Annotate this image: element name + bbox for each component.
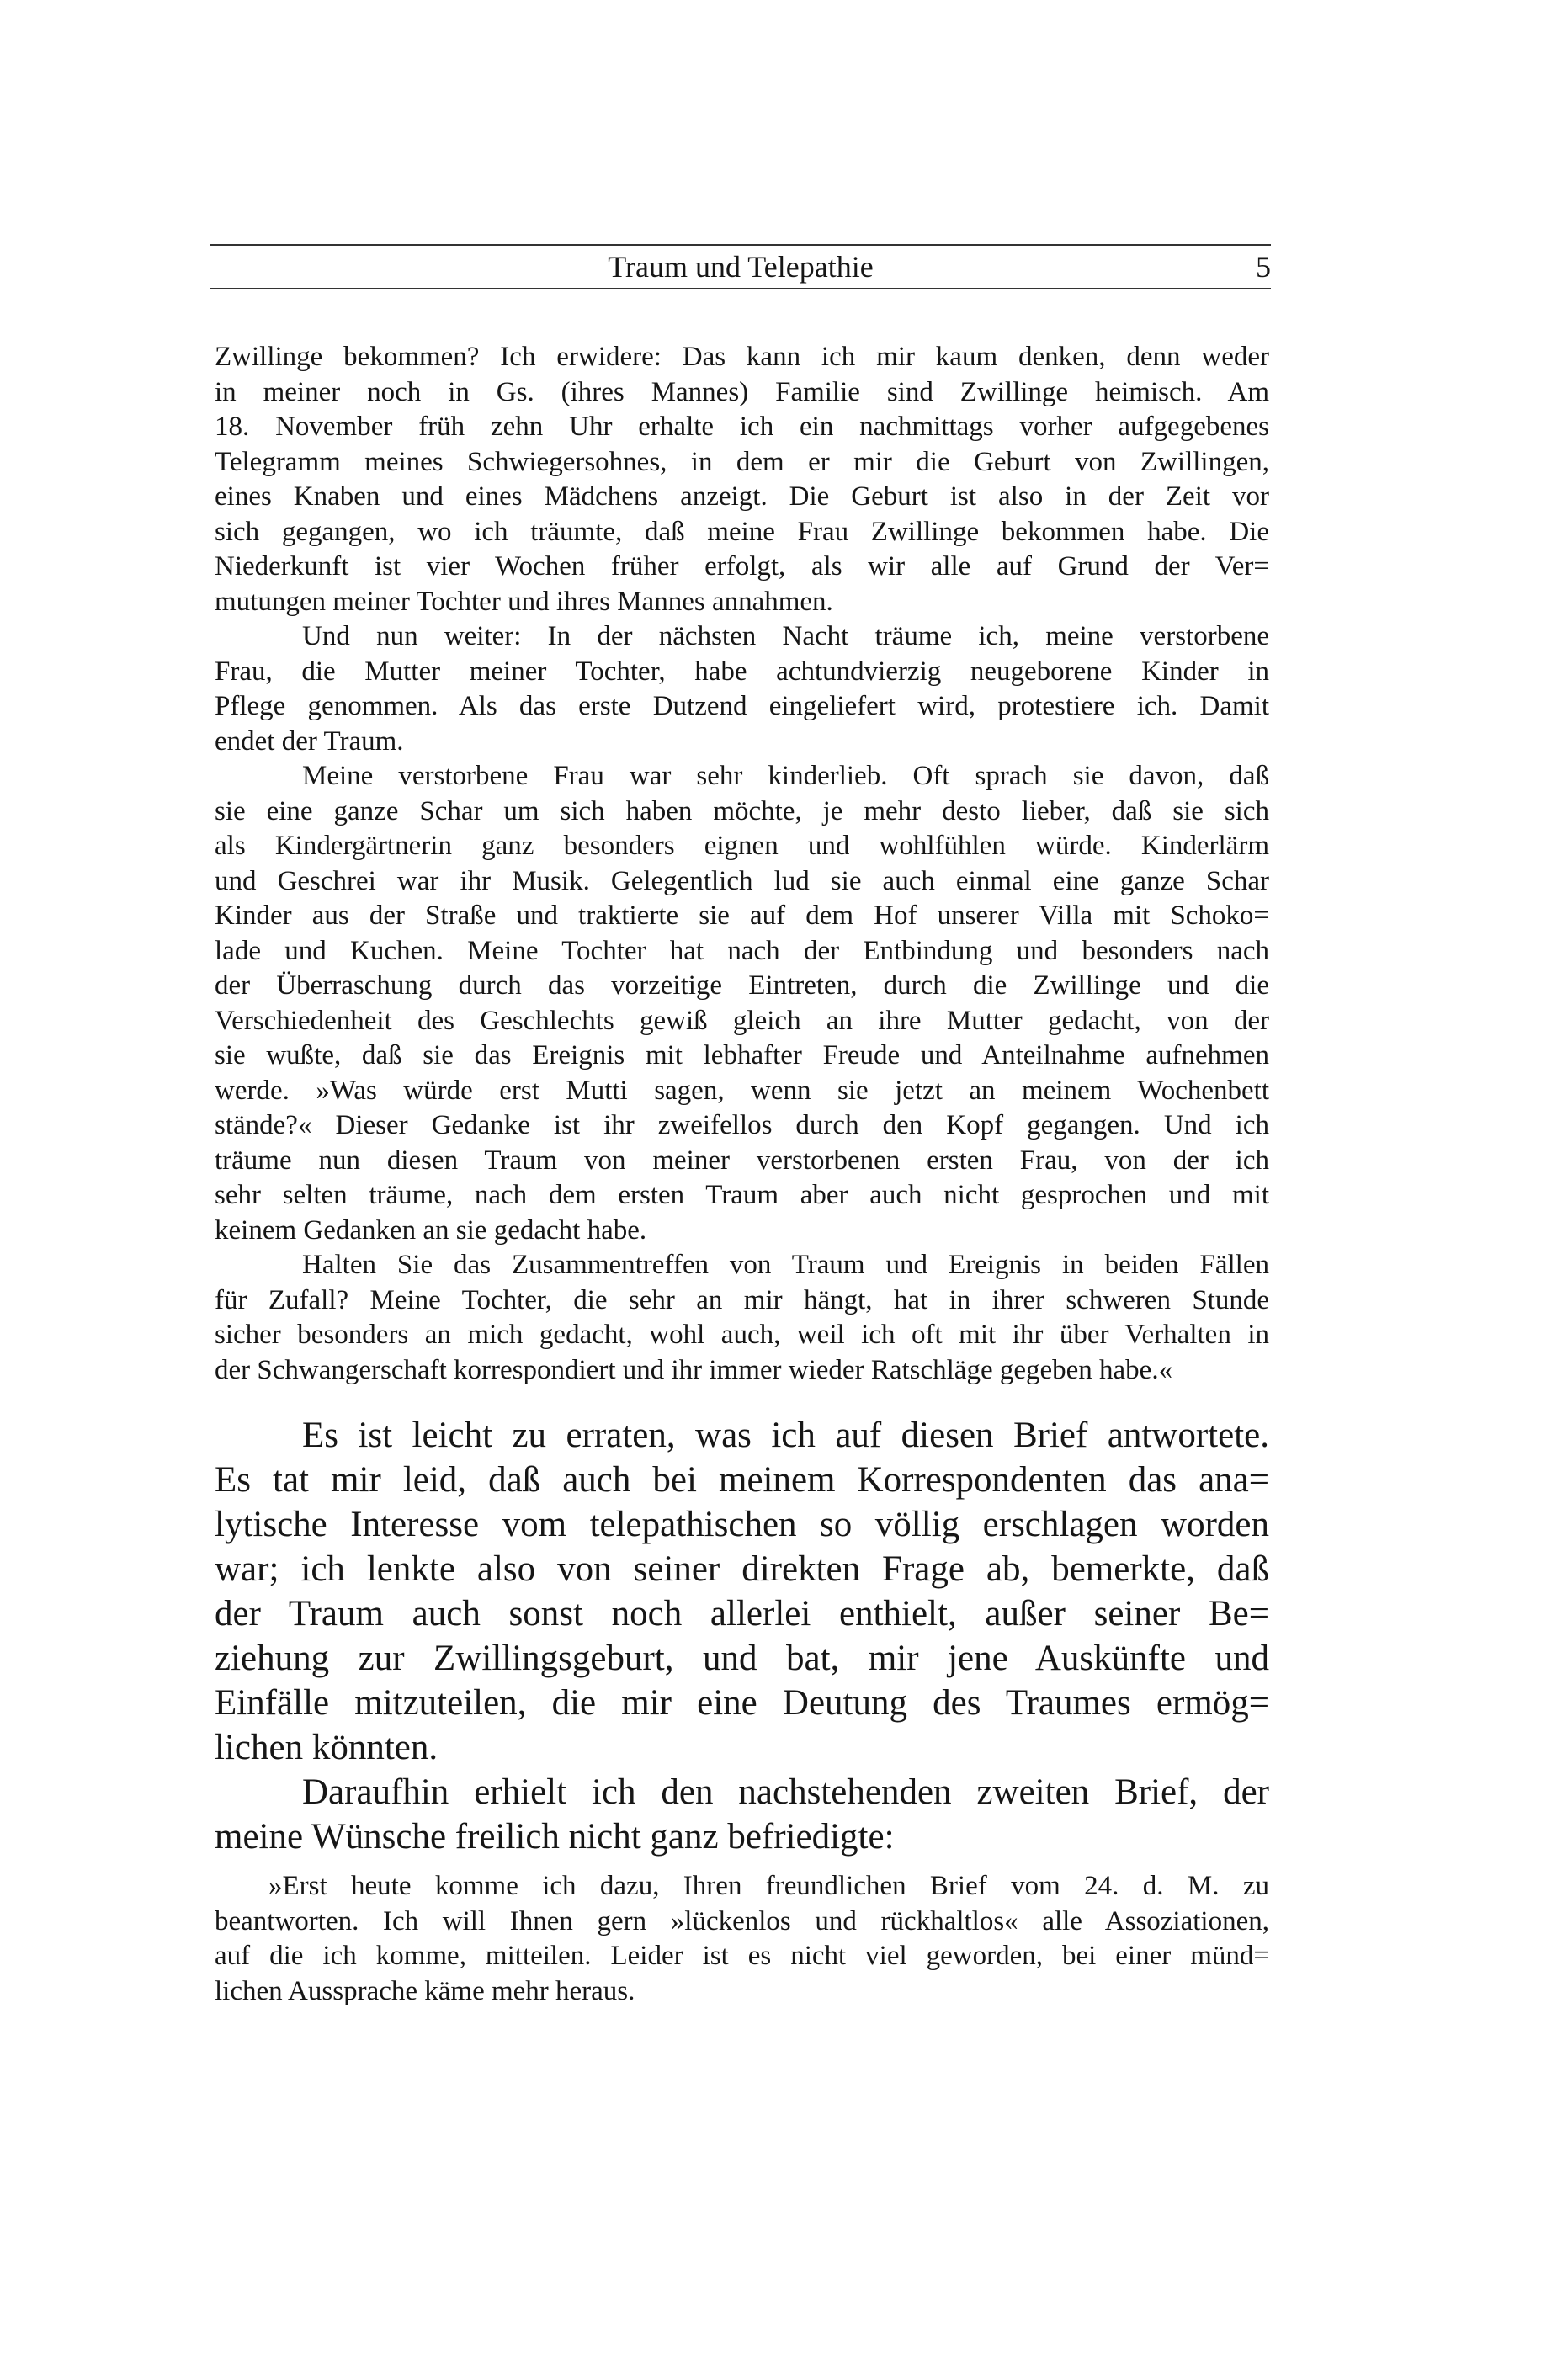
text-line: sie eine ganze Schar um sich haben möchte, je mehr desto lieber, daß sie sich — [215, 795, 1269, 826]
text-line: 18. November früh zehn Uhr erhalte ich ein nachmittags vorher aufgegebenes — [215, 412, 1269, 442]
text-line: meine Wünsche freilich nicht ganz befriedigte: — [215, 1817, 895, 1857]
text-line: lichen Aussprache käme mehr heraus. — [215, 1975, 635, 2006]
paragraph — [215, 340, 1269, 619]
text-line: Kinder aus der Straße und traktierte sie auf dem Hof unserer Villa mit Schoko= — [215, 900, 1269, 931]
paragraph — [215, 1770, 1269, 1859]
text-line: in meiner noch in Gs. (ihres Mannes) Familie sind Zwillinge heimisch. Am — [215, 376, 1269, 407]
text-line: werde. »Was würde erst Mutti sagen, wenn sie jetzt an meinem Wochenbett — [215, 1075, 1269, 1106]
text-line: Pflege genommen. Als das erste Dutzend eingeliefert wird, protestiere ich. Damit — [215, 691, 1269, 721]
text-line: Verschiedenheit des Geschlechts gewiß gleich an ihre Mutter gedacht, von der — [215, 1005, 1269, 1036]
header-rule-top — [210, 244, 1271, 246]
paragraph — [215, 619, 1269, 759]
text-column — [215, 340, 1269, 2009]
text-line: für Zufall? Meine Tochter, die sehr an mir hängt, hat in ihrer schweren Stunde — [215, 1284, 1269, 1315]
text-line: Es ist leicht zu erraten, was ich auf diesen Brief antwortete. — [302, 1416, 1269, 1455]
text-line: lytische Interesse vom telepathischen so völlig erschlagen worden — [215, 1505, 1269, 1544]
text-line: Und nun weiter: In der nächsten Nacht träume ich, meine verstorbene — [302, 621, 1269, 651]
second-letter-quotation — [215, 1869, 1269, 2009]
text-line: endet der Traum. — [215, 725, 404, 757]
text-line: Einfälle mitzuteilen, die mir eine Deutung des Traumes ermög= — [215, 1683, 1269, 1723]
header-rule-bottom — [210, 288, 1271, 289]
paragraph — [215, 1248, 1269, 1388]
text-line: lade und Kuchen. Meine Tochter hat nach der Entbindung und besonders nach — [215, 935, 1269, 966]
text-line: auf die ich komme, mitteilen. Leider ist es nicht viel geworden, bei einer münd= — [215, 1941, 1269, 1971]
text-line: stände?« Dieser Gedanke ist ihr zweifellos durch den Kopf gegangen. Und ich — [215, 1110, 1269, 1140]
text-line: Niederkunft ist vier Wochen früher erfolgt, als wir alle auf Grund der Ver= — [215, 551, 1269, 582]
text-line: sicher besonders an mich gedacht, wohl auch, weil ich oft mit ihr über Verhalten in — [215, 1320, 1269, 1350]
text-line: Frau, die Mutter meiner Tochter, habe achtundvierzig neugeborene Kinder in — [215, 656, 1269, 687]
text-line: »Erst heute komme ich dazu, Ihren freundlichen Brief vom 24. d. M. zu — [268, 1871, 1269, 1901]
letter-quotation — [215, 340, 1269, 1388]
text-line: Telegramm meines Schwiegersohnes, in dem er mir die Geburt von Zwillingen, — [215, 446, 1269, 477]
text-line: der Überraschung durch das vorzeitige Eintreten, durch die Zwillinge und die — [215, 970, 1269, 1001]
text-line: eines Knaben und eines Mädchens anzeigt. Die Geburt ist also in der Zeit vor — [215, 481, 1269, 512]
paragraph — [215, 1413, 1269, 1770]
text-line: Halten Sie das Zusammentreffen von Traum und Ereignis in beiden Fällen — [302, 1250, 1269, 1280]
text-line: beantworten. Ich will Ihnen gern »lückenlos und rückhaltlos« alle Assoziationen, — [215, 1905, 1269, 1936]
paragraph — [215, 759, 1269, 1248]
text-line: der Traum auch sonst noch allerlei enthielt, außer seiner Be= — [215, 1594, 1269, 1634]
text-line: träume nun diesen Traum von meiner verstorbenen ersten Frau, von der ich — [215, 1145, 1269, 1176]
text-line: Meine verstorbene Frau war sehr kinderlieb. Oft sprach sie davon, daß — [302, 761, 1269, 791]
paragraph — [215, 1869, 1269, 2009]
text-line: Daraufhin erhielt ich den nachstehenden zweiten Brief, der — [302, 1772, 1269, 1812]
text-line: war; ich lenkte also von seiner direkten Frage ab, bemerkte, daß — [215, 1549, 1269, 1589]
author-text — [215, 1413, 1269, 1859]
page-number: 5 — [1256, 250, 1271, 284]
text-line: Es tat mir leid, daß auch bei meinem Korrespondenten das ana= — [215, 1460, 1269, 1500]
text-line: Zwillinge bekommen? Ich erwidere: Das kann ich mir kaum denken, denn weder — [215, 342, 1269, 372]
text-line: als Kindergärtnerin ganz besonders eignen und wohlfühlen würde. Kinderlärm — [215, 831, 1269, 861]
text-line: sie wußte, daß sie das Ereignis mit lebhafter Freude und Anteilnahme aufnehmen — [215, 1040, 1269, 1070]
text-line: mutungen meiner Tochter und ihres Mannes annahmen. — [215, 586, 833, 617]
text-line: und Geschrei war ihr Musik. Gelegentlich lud sie auch einmal eine ganze Schar — [215, 865, 1269, 896]
text-line: lichen könnten. — [215, 1728, 438, 1767]
text-line: ziehung zur Zwillingsgeburt, und bat, mir jene Auskünfte und — [215, 1639, 1269, 1678]
text-line: keinem Gedanken an sie gedacht habe. — [215, 1214, 647, 1246]
text-line: der Schwangerschaft korrespondiert und ihr immer wieder Ratschläge gegeben habe.« — [215, 1354, 1173, 1385]
text-line: sehr selten träume, nach dem ersten Traum aber auch nicht gesprochen und mit — [215, 1180, 1269, 1210]
running-head: Traum und Telepathie — [608, 250, 874, 284]
text-line: sich gegangen, wo ich träumte, daß meine Frau Zwillinge bekommen habe. Die — [215, 516, 1269, 547]
